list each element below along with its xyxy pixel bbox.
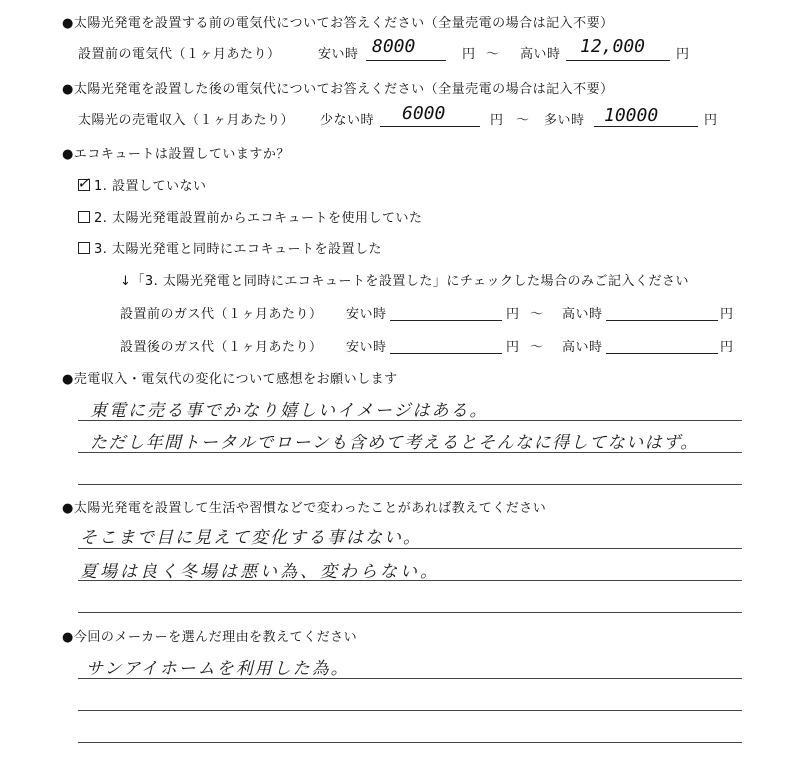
lifestyle-rule-3 <box>78 612 742 613</box>
gas-after-low-underline[interactable] <box>390 353 502 354</box>
after-electricity-label: 太陽光の売電収入（１ヶ月あたり） <box>78 113 295 128</box>
after-low-value: 6000 <box>402 103 446 124</box>
after-high-underline <box>594 126 698 127</box>
after-low-underline <box>380 126 480 127</box>
before-unit-2: 円 <box>676 47 690 62</box>
gas-before-tilde: ～ <box>530 307 544 322</box>
gas-before-label: 設置前のガス代（１ヶ月あたり） <box>120 307 323 322</box>
gas-before-low-label: 安い時 <box>346 307 387 322</box>
gas-after-low-label: 安い時 <box>346 340 387 355</box>
after-low-label: 少ない時 <box>320 113 375 128</box>
lifestyle-line-2: 夏場は良く冬場は悪い為、変わらない。 <box>80 562 440 582</box>
question-impression: ●売電収入・電気代の変化について感想をお願いします <box>62 372 398 387</box>
check-mark-icon: ✓ <box>77 174 91 192</box>
ecocute-note: ↓「3. 太陽光発電と同時にエコキュートを設置した」にチェックした場合のみご記入ください <box>120 274 690 289</box>
checkbox-option-1[interactable] <box>77 174 91 192</box>
ecocute-option-3[interactable] <box>78 238 382 257</box>
lifestyle-line-1: そこまで目に見えて変化する事はない。 <box>80 528 422 548</box>
before-low-underline <box>366 60 446 61</box>
before-high-value: 12,000 <box>580 36 646 57</box>
reason-line-1: サンアイホームを利用した為。 <box>86 659 350 679</box>
impression-rule-2 <box>78 452 742 453</box>
reason-rule-2 <box>78 710 742 711</box>
gas-after-label: 設置後のガス代（１ヶ月あたり） <box>120 340 323 355</box>
before-high-label: 高い時 <box>520 47 561 62</box>
question-lifestyle: ●太陽光発電を設置して生活や習慣などで変わったことがあれば教えてください <box>62 501 547 516</box>
gas-after-high-underline[interactable] <box>606 353 718 354</box>
gas-after-unit-1: 円 <box>506 340 520 355</box>
gas-after-tilde: ～ <box>530 340 544 355</box>
before-tilde: ～ <box>486 47 500 62</box>
gas-after-high-label: 高い時 <box>562 340 603 355</box>
before-low-label: 安い時 <box>318 47 359 62</box>
before-unit-1: 円 <box>462 47 476 62</box>
gas-after-unit-2: 円 <box>720 340 734 355</box>
gas-before-high-underline[interactable] <box>606 320 718 321</box>
impression-line-1: 東電に売る事でかなり嬉しいイメージはある。 <box>90 401 489 421</box>
before-low-value: 8000 <box>372 36 416 57</box>
before-electricity-label: 設置前の電気代（１ヶ月あたり） <box>78 47 281 62</box>
checkbox-option-3[interactable] <box>78 242 90 254</box>
option-3-label: 3. 太陽光発電と同時にエコキュートを設置した <box>94 242 383 257</box>
after-tilde: ～ <box>516 113 530 128</box>
before-high-underline <box>566 60 670 61</box>
question-before-electricity: ●太陽光発電を設置する前の電気代についてお答えください（全量売電の場合は記入不要） <box>62 16 614 31</box>
gas-before-high-label: 高い時 <box>562 307 603 322</box>
gas-before-low-underline[interactable] <box>390 320 502 321</box>
ecocute-option-1[interactable] <box>78 175 207 194</box>
question-reason: ●今回のメーカーを選んだ理由を教えてください <box>62 630 358 645</box>
question-after-electricity: ●太陽光発電を設置した後の電気代についてお答えください（全量売電の場合は記入不要） <box>62 82 614 97</box>
gas-before-unit-1: 円 <box>506 307 520 322</box>
ecocute-option-2[interactable] <box>78 207 423 226</box>
impression-line-2: ただし年間トータルでローンも含めて考えるとそんなに得してないはず。 <box>90 433 699 453</box>
after-high-value: 10000 <box>604 105 659 126</box>
after-high-label: 多い時 <box>544 113 585 128</box>
option-2-label: 2. 太陽光発電設置前からエコキュートを使用していた <box>94 211 423 226</box>
lifestyle-rule-1 <box>78 548 742 549</box>
lifestyle-rule-2 <box>78 580 742 581</box>
option-1-label: 1. 設置していない <box>94 179 207 194</box>
reason-rule-1 <box>78 678 742 679</box>
after-unit-2: 円 <box>704 113 718 128</box>
impression-rule-3 <box>78 484 742 485</box>
gas-before-unit-2: 円 <box>720 307 734 322</box>
checkbox-option-2[interactable] <box>78 211 90 223</box>
impression-rule-1 <box>78 420 742 421</box>
after-unit-1: 円 <box>490 113 504 128</box>
reason-rule-3 <box>78 742 742 743</box>
question-ecocute: ●エコキュートは設置していますか？ <box>62 147 290 162</box>
